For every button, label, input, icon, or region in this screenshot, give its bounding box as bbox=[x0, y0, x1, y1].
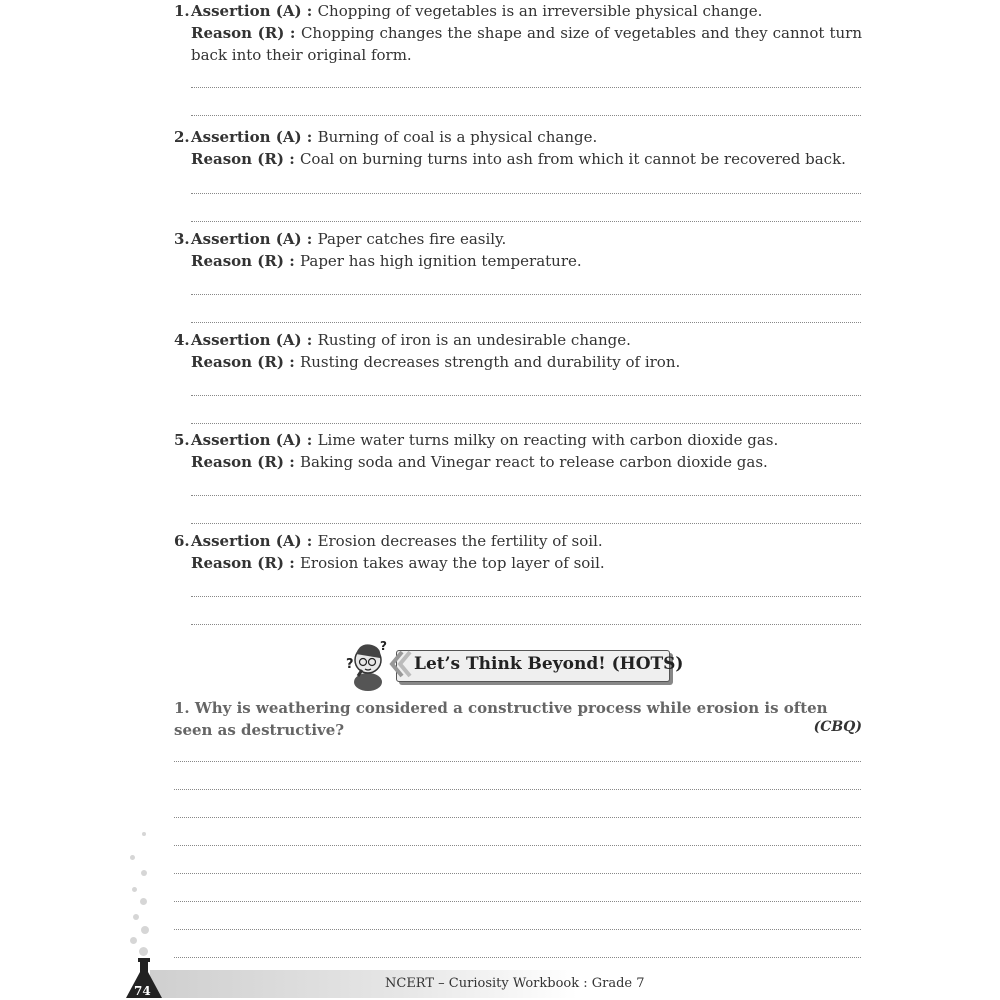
bubble-decoration bbox=[141, 870, 147, 876]
reason-line bbox=[174, 22, 862, 66]
hots-question: 1. Why is weathering considered a constructive process while erosion is often seen as destructive? bbox=[174, 699, 828, 739]
answer-line[interactable] bbox=[191, 87, 861, 88]
answer-line[interactable] bbox=[191, 596, 861, 597]
svg-text:?: ? bbox=[380, 639, 387, 653]
answer-line[interactable] bbox=[191, 193, 861, 194]
reason-label: Reason (R) : bbox=[191, 150, 300, 168]
reason-text: Paper has high ignition temperature. bbox=[299, 252, 582, 270]
reason-text: Baking soda and Vinegar react to release carbon dioxide gas. bbox=[299, 453, 768, 471]
answer-line[interactable] bbox=[174, 957, 861, 958]
assertion-text: Rusting of iron is an undesirable change. bbox=[317, 331, 631, 349]
item-number: 6. bbox=[174, 532, 190, 550]
thinking-person-icon bbox=[344, 636, 424, 692]
answer-line[interactable] bbox=[191, 322, 861, 323]
reason-text: Rusting decreases strength and durability of iron. bbox=[299, 353, 681, 371]
answer-line[interactable] bbox=[174, 845, 861, 846]
assertion-text: Chopping of vegetables is an irreversible physical change. bbox=[317, 2, 763, 20]
bubble-decoration bbox=[141, 926, 149, 934]
answer-line[interactable] bbox=[174, 789, 861, 790]
assertion-label: Assertion (A) : bbox=[191, 331, 318, 349]
assertion-item-3 bbox=[174, 228, 862, 272]
bubble-decoration bbox=[142, 832, 146, 836]
item-number: 1. bbox=[174, 2, 190, 20]
reason-label: Reason (R) : bbox=[191, 24, 301, 42]
reason-line bbox=[174, 351, 862, 373]
assertion-item-2 bbox=[174, 126, 862, 170]
answer-line[interactable] bbox=[191, 294, 861, 295]
reason-text: Coal on burning turns into ash from which it cannot be recovered back. bbox=[299, 150, 846, 168]
reason-text: Chopping changes the shape and size of vegetables and they cannot turn back into their original form. bbox=[191, 24, 862, 64]
assertion-item-4 bbox=[174, 329, 862, 373]
page-number: 74 bbox=[134, 984, 151, 998]
answer-line[interactable] bbox=[174, 761, 861, 762]
assertion-label: Assertion (A) : bbox=[191, 2, 318, 20]
answer-line[interactable] bbox=[174, 873, 861, 874]
bubble-decoration bbox=[133, 914, 139, 920]
answer-line[interactable] bbox=[191, 495, 861, 496]
assertion-text: Paper catches fire easily. bbox=[317, 230, 507, 248]
assertion-text: Lime water turns milky on reacting with carbon dioxide gas. bbox=[317, 431, 779, 449]
item-number: 4. bbox=[174, 331, 190, 349]
reason-line bbox=[174, 552, 862, 574]
reason-line bbox=[174, 250, 862, 272]
svg-text:?: ? bbox=[346, 657, 354, 672]
answer-line[interactable] bbox=[174, 817, 861, 818]
hots-title: Let’s Think Beyond! (HOTS) bbox=[414, 654, 684, 674]
reason-line bbox=[174, 148, 862, 170]
answer-line[interactable] bbox=[191, 221, 861, 222]
answer-line[interactable] bbox=[174, 901, 861, 902]
assertion-item-6 bbox=[174, 530, 862, 574]
assertion-label: Assertion (A) : bbox=[191, 532, 318, 550]
reason-label: Reason (R) : bbox=[191, 453, 300, 471]
bubble-decoration bbox=[130, 937, 137, 944]
reason-label: Reason (R) : bbox=[191, 353, 300, 371]
assertion-text: Burning of coal is a physical change. bbox=[317, 128, 598, 146]
hots-banner bbox=[344, 636, 684, 692]
assertion-label: Assertion (A) : bbox=[191, 230, 318, 248]
assertion-label: Assertion (A) : bbox=[191, 431, 318, 449]
reason-label: Reason (R) : bbox=[191, 554, 300, 572]
bubble-decoration bbox=[140, 898, 147, 905]
item-number: 5. bbox=[174, 431, 190, 449]
answer-line[interactable] bbox=[191, 115, 861, 116]
footer-text: NCERT – Curiosity Workbook : Grade 7 bbox=[385, 976, 645, 991]
bubble-decoration bbox=[139, 947, 148, 956]
cbq-tag: (CBQ) bbox=[813, 719, 862, 735]
answer-line[interactable] bbox=[191, 423, 861, 424]
answer-line[interactable] bbox=[191, 395, 861, 396]
assertion-item-1 bbox=[174, 0, 862, 66]
reason-line bbox=[174, 451, 862, 473]
answer-line[interactable] bbox=[174, 929, 861, 930]
assertion-item-5 bbox=[174, 429, 862, 473]
reason-text: Erosion takes away the top layer of soil. bbox=[299, 554, 605, 572]
answer-line[interactable] bbox=[191, 624, 861, 625]
bubble-decoration bbox=[130, 855, 135, 860]
bubble-decoration bbox=[132, 887, 137, 892]
assertion-text: Erosion decreases the fertility of soil. bbox=[317, 532, 603, 550]
reason-label: Reason (R) : bbox=[191, 252, 300, 270]
item-number: 3. bbox=[174, 230, 190, 248]
answer-line[interactable] bbox=[191, 523, 861, 524]
item-number: 2. bbox=[174, 128, 190, 146]
assertion-label: Assertion (A) : bbox=[191, 128, 318, 146]
